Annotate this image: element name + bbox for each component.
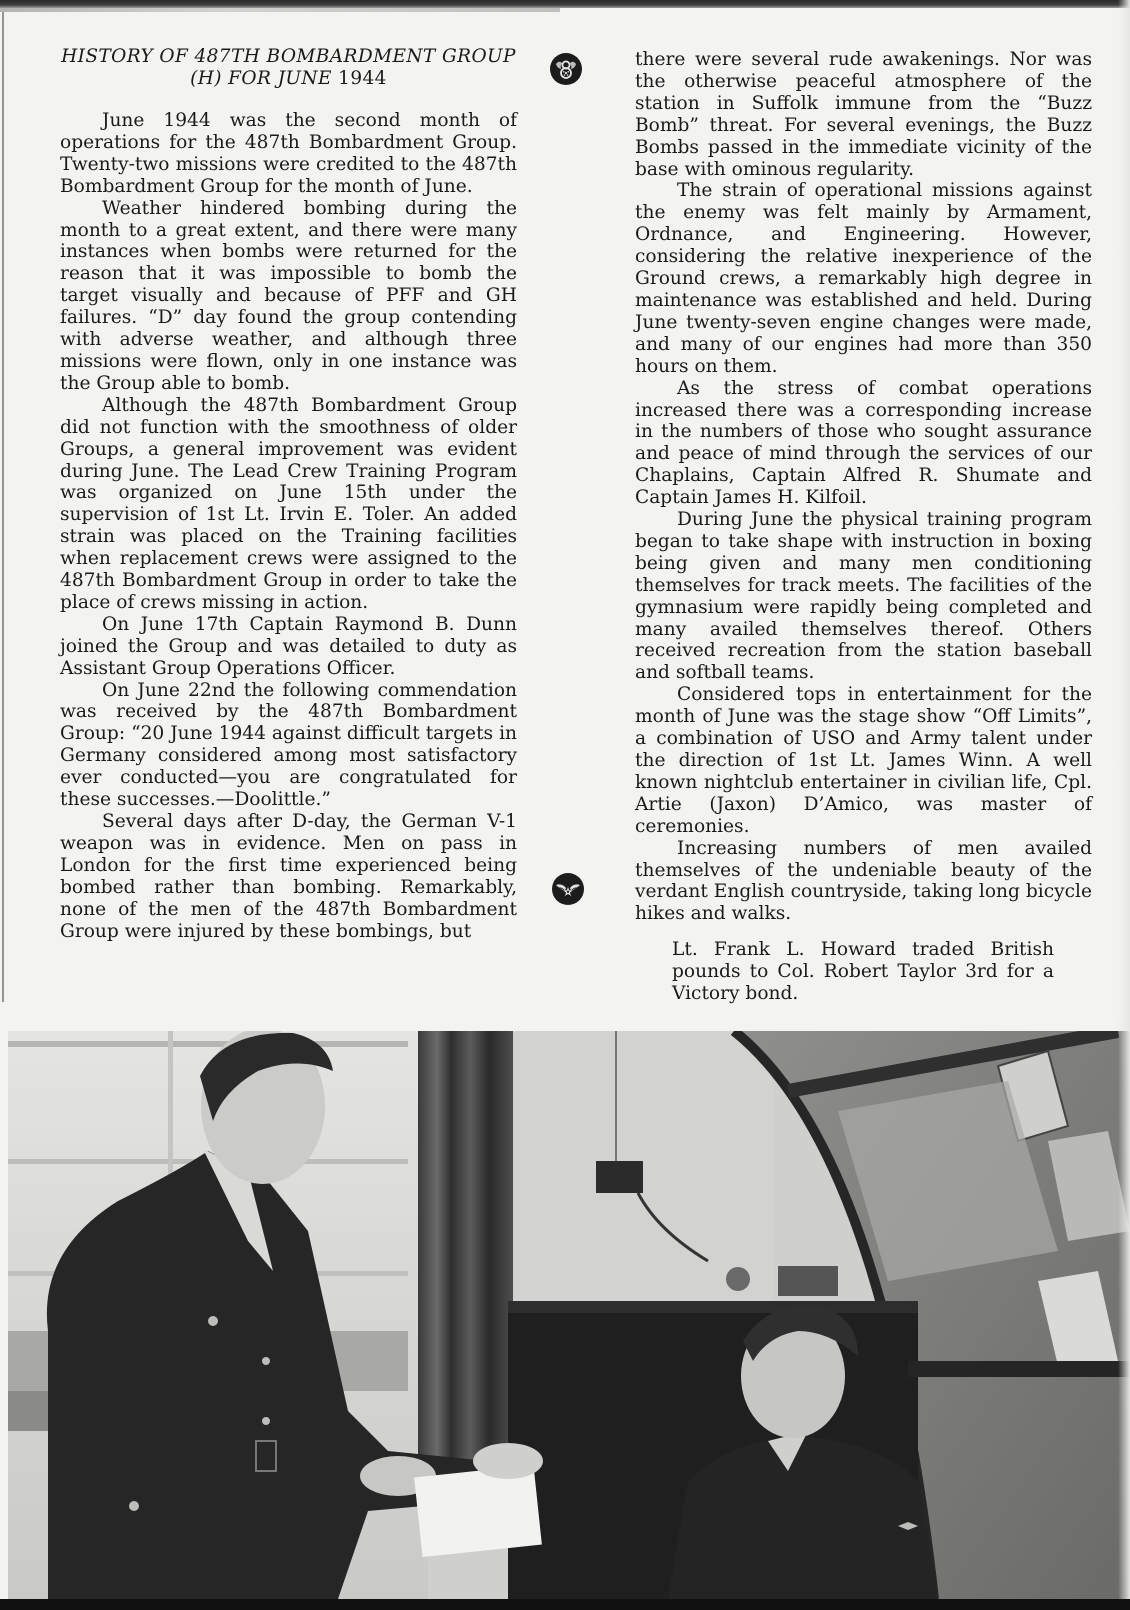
left-column — [60, 46, 517, 942]
page-top-edge — [0, 0, 1130, 8]
page-bottom-edge — [0, 1599, 1130, 1610]
title-line-2: (H) FOR JUNE — [190, 68, 332, 89]
paragraph: June 1944 was the second month of operations for the 487th Bombardment Group. Twenty-two missions were credited to the 487th Bombardment Group for the month of June. — [60, 110, 517, 197]
paragraph: Weather hindered bombing during the month to a great extent, and there were many instances when bombs were returned for the reason that it was impossible to bomb the target visually and because of PFF and GH failures. “D” day found the group contending with adverse weather, and although three missions were flown, only in one instance was the Group able to bomb. — [60, 197, 517, 394]
photo-caption: Lt. Frank L. Howard traded British pounds to Col. Robert Taylor 3rd for a Victory bond. — [672, 939, 1054, 1004]
army-air-forces-wings-emblem-icon — [552, 873, 584, 905]
photograph — [8, 1031, 1130, 1599]
right-column — [635, 49, 1092, 925]
paragraph: On June 17th Captain Raymond B. Dunn joined the Group and was detailed to duty as Assistant Group Operations Officer. — [60, 613, 517, 679]
photo-illustration — [8, 1031, 1130, 1599]
title-line-1: HISTORY OF 487TH BOMBARDMENT GROUP — [61, 46, 516, 67]
page-left-rule — [2, 12, 4, 1002]
paragraph: Several days after D-day, the German V-1 weapon was in evidence. Men on pass in London for the first time experienced being bombed rather than bombing. Remarkably, none of the men of the 487th Bombardment Group were injured by these bombings, but — [60, 811, 517, 942]
paragraph: Considered tops in entertainment for the month of June was the stage show “Off Limits”, a combination of USO and Army talent under the direction of 1st Lt. James Winn. A well known nightclub entertainer in civilian life, Cpl. Artie (Jaxon) D’Amico, was master of ceremonies. — [635, 684, 1092, 837]
page-top-shadow — [0, 8, 560, 12]
eighth-air-force-emblem-icon — [550, 53, 582, 85]
paragraph: As the stress of combat operations increased there was a corresponding increase in the numbers of those who sought assurance and peace of mind through the services of our Chaplains, Captain Alfred R. Shumate and Captain James H. Kilfoil. — [635, 377, 1092, 509]
title-year: 1944 — [338, 68, 387, 89]
paragraph: Increasing numbers of men availed themselves of the undeniable beauty of the verdant English countryside, taking long bicycle hikes and walks. — [635, 837, 1092, 925]
paragraph: During June the physical training program began to take shape with instruction in boxing being given and many men conditioning themselves for track meets. The facilities of the gymnasium were rapidly being completed and many availed themselves thereof. Others received recreation from the station baseball and softball teams. — [635, 509, 1092, 684]
page-right-edge — [1118, 0, 1130, 1610]
article-title — [60, 46, 517, 90]
paragraph: On June 22nd the following commendation was received by the 487th Bombardment Group: “20 June 1944 against difficult targets in Germany considered among most satisfactory ever conducted—you are congratulated for these successes.—Doolittle.” — [60, 679, 517, 811]
paragraph: there were several rude awakenings. Nor was the otherwise peaceful atmosphere of the station in Suffolk immune from the “Buzz Bomb” threat. For several evenings, the Buzz Bombs passed in the immediate vicinity of the base with ominous regularity. — [635, 49, 1092, 180]
paragraph: The strain of operational missions against the enemy was felt mainly by Armament, Ordnance, and Engineering. However, considering the relative inexperience of the Ground crews, a remarkably high degree in maintenance was established and held. During June twenty-seven engine changes were made, and many of our engines had more than 350 hours on them. — [635, 180, 1092, 377]
paragraph: Although the 487th Bombardment Group did not function with the smoothness of older Groups, a general improvement was evident during June. The Lead Crew Training Program was organized on June 15th under the supervision of 1st Lt. Irvin E. Toler. An added strain was placed on the Training facilities when replacement crews were assigned to the 487th Bombardment Group in order to take the place of crews missing in action. — [60, 394, 517, 613]
